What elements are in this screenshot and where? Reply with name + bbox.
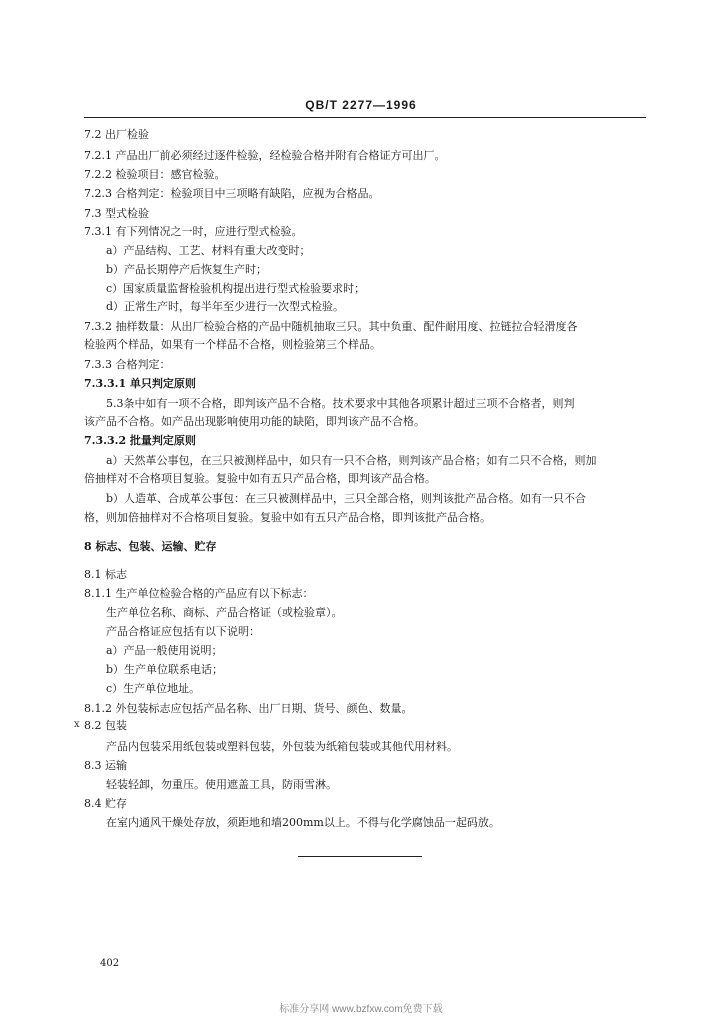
clause-8-1-2: 8.1.2 外包装标志应包括产品名称、出厂日期、货号、颜色、数量。 bbox=[84, 702, 413, 715]
header-rule bbox=[84, 117, 646, 118]
heading-7-3: 7.3 型式检验 bbox=[84, 207, 149, 220]
heading-8-4: 8.4 贮存 bbox=[84, 797, 127, 810]
clause-8-1-1-marks: 生产单位名称、商标、产品合格证（或检验章）。 bbox=[106, 606, 343, 619]
clause-7-2-1: 7.2.1 产品出厂前必须经过逐件检验，经检验合格并附有合格证方可出厂。 bbox=[84, 149, 446, 162]
paragraph-7-3-3-2-a-cont: 倍抽样对不合格项目复验。复验中如有五只产品合格，即判该产品合格。 bbox=[84, 472, 436, 485]
paragraph-7-3-3-2-b-cont: 格，则加倍抽样对不合格项目复验。复验中如有五只产品合格，即判该批产品合格。 bbox=[84, 511, 491, 524]
list-item-d: d）正常生产时，每半年至少进行一次型式检验。 bbox=[106, 300, 345, 313]
cert-item-a: a）产品一般使用说明； bbox=[106, 644, 223, 657]
clause-7-3-2: 7.3.2 抽样数量：从出厂检验合格的产品中随机抽取三只。其中负重、配件耐用度、拉链拉合轻滑度各 bbox=[84, 320, 578, 333]
heading-8: 8 标志、包装、运输、贮存 bbox=[84, 540, 217, 553]
clause-8-1-1: 8.1.1 生产单位检验合格的产品应有以下标志： bbox=[84, 587, 314, 600]
paragraph-7-3-3-1-cont: 该产品不合格。如产品出现影响使用功能的缺陷，即判该产品不合格。 bbox=[84, 415, 425, 428]
clause-7-2-3: 7.2.3 合格判定：检验项目中三项略有缺陷，应视为合格品。 bbox=[84, 187, 380, 200]
paragraph-8-4: 在室内通风干燥处存放，须距地和墙200mm以上。不得与化学腐蚀品一起码放。 bbox=[106, 816, 500, 829]
clause-7-3-1: 7.3.1 有下列情况之一时，应进行型式检验。 bbox=[84, 225, 303, 238]
standard-code-header: QB/T 2277—1996 bbox=[305, 98, 417, 112]
margin-mark: x bbox=[74, 719, 80, 730]
heading-8-3: 8.3 运输 bbox=[84, 759, 127, 772]
paragraph-8-3: 轻装轻卸，勿重压。使用遮盖工具，防雨雪淋。 bbox=[106, 778, 337, 791]
watermark-footer: 标准分享网 www.bzfxw.com免费下载 bbox=[279, 1004, 443, 1015]
heading-7-3-3-1: 7.3.3.1 单只判定原则 bbox=[84, 377, 196, 390]
paragraph-7-3-3-1: 5.3条中如有一项不合格，即判该产品不合格。技术要求中其他各项累计超过三项不合格者，则判 bbox=[106, 397, 575, 410]
paragraph-7-3-3-2-b: b）人造革、合成革公事包：在三只被测样品中，三只全部合格，则判该批产品合格。如有一只不合 bbox=[106, 492, 587, 505]
page-number: 402 bbox=[100, 958, 120, 969]
cert-item-b: b）生产单位联系电话； bbox=[106, 663, 224, 676]
heading-7-2: 7.2 出厂检验 bbox=[84, 128, 149, 141]
clause-8-1-1-cert: 产品合格证应包括有以下说明： bbox=[106, 625, 260, 638]
paragraph-7-3-3-2-a: a）天然革公事包，在三只被测样品中，如只有一只不合格，则判该产品合格；如有二只不合格，则加 bbox=[106, 454, 597, 467]
heading-7-3-3-2: 7.3.3.2 批量判定原则 bbox=[84, 434, 196, 447]
list-item-b: b）产品长期停产后恢复生产时； bbox=[106, 263, 268, 276]
paragraph-8-2: 产品内包装采用纸包装或塑料包装，外包装为纸箱包装或其他代用材料。 bbox=[106, 740, 458, 753]
clause-7-2-2: 7.2.2 检验项目：感官检验。 bbox=[84, 168, 226, 181]
list-item-c: c）国家质量监督检验机构提出进行型式检验要求时； bbox=[106, 282, 366, 295]
clause-7-3-2-cont: 检验两个样品，如果有一个样品不合格，则检验第三个样品。 bbox=[84, 338, 381, 351]
clause-7-3-3: 7.3.3 合格判定： bbox=[84, 358, 171, 371]
end-rule bbox=[298, 856, 422, 857]
cert-item-c: c）生产单位地址。 bbox=[106, 682, 201, 695]
list-item-a: a）产品结构、工艺、材料有重大改变时； bbox=[106, 244, 311, 257]
heading-8-2: 8.2 包装 bbox=[84, 719, 127, 732]
heading-8-1: 8.1 标志 bbox=[84, 568, 127, 581]
